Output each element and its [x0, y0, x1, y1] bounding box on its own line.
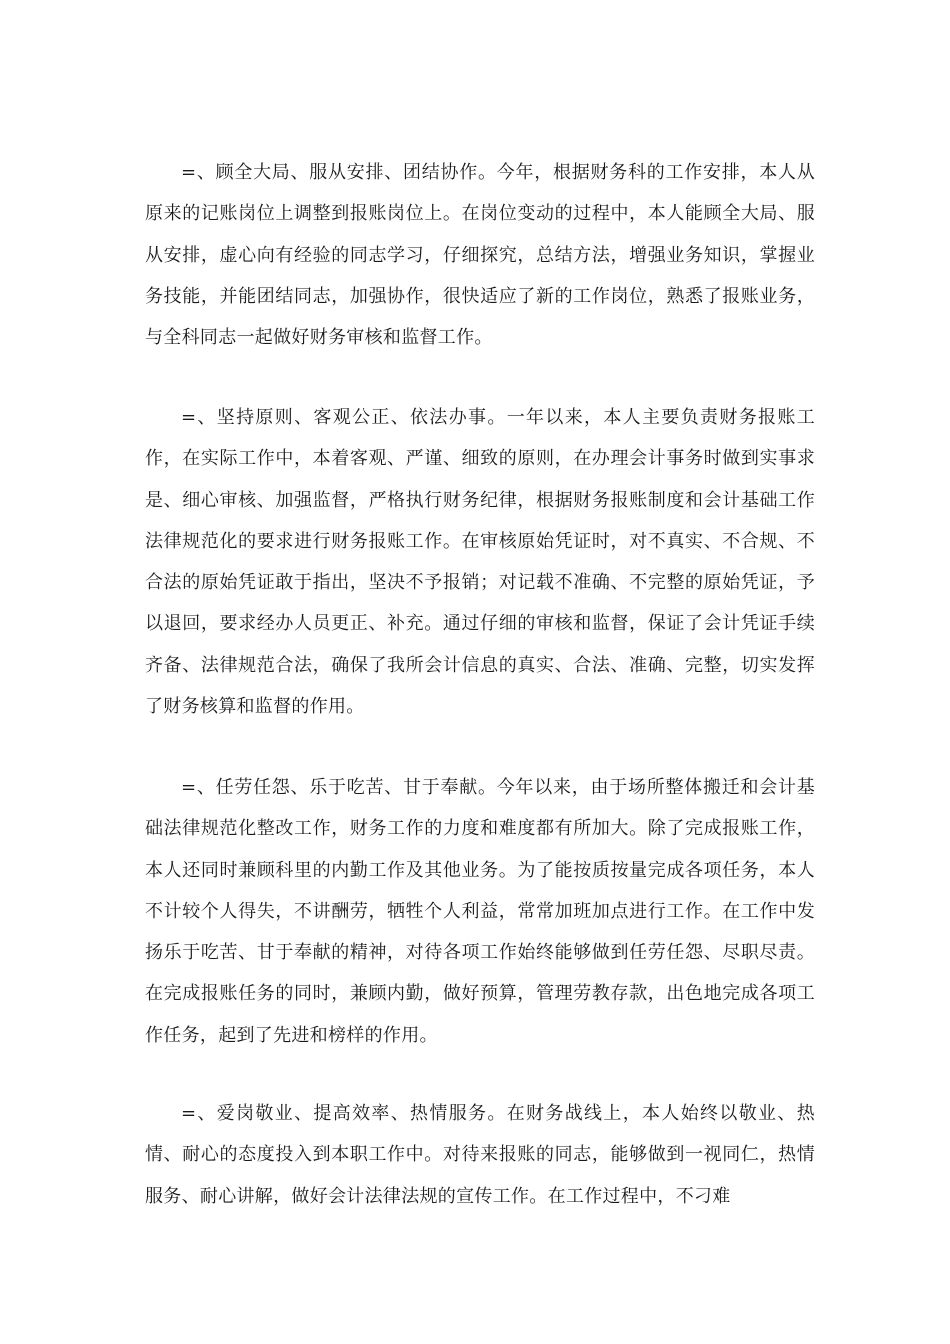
paragraph-3: =、任劳任怨、乐于吃苦、甘于奉献。今年以来，由于场所整体搬迁和会计基础法律规范化整改工作，财务工作的力度和难度都有所加大。除了完成报账工作，本人还同时兼顾科里的内勤工作及其他业务。为了能按质按量完成各项任务，本人不计较个人得失，不讲酬劳，牺牲个人利益，常常加班加点进行工作。在工作中发扬乐于吃苦、甘于奉献的精神，对待各项工作始终能够做到任劳任怨、尽职尽责。在完成报账任务的同时，兼顾内勤，做好预算，管理劳教存款，出色地完成各项工作任务，起到了先进和榜样的作用。	[145, 777, 815, 1046]
paragraph-1: =、顾全大局、服从安排、团结协作。今年，根据财务科的工作安排，本人从原来的记账岗位上调整到报账岗位上。在岗位变动的过程中，本人能顾全大局、服从安排，虚心向有经验的同志学习，仔细探究，总结方法，增强业务知识，掌握业务技能，并能团结同志，加强协作，很快适应了新的工作岗位，熟悉了报账业务，与全科同志一起做好财务审核和监督工作。	[145, 162, 815, 349]
paragraph-4: =、爱岗敬业、提高效率、热情服务。在财务战线上，本人始终以敬业、热情、耐心的态度投入到本职工作中。对待来报账的同志，能够做到一视同仁，热情服务、耐心讲解，做好会计法律法规的宣传工作。在工作过程中，不刁难	[145, 1103, 815, 1207]
paragraph-2: =、坚持原则、客观公正、依法办事。一年以来，本人主要负责财务报账工作，在实际工作中，本着客观、严谨、细致的原则，在办理会计事务时做到实事求是、细心审核、加强监督，严格执行财务纪律，根据财务报账制度和会计基础工作法律规范化的要求进行财务报账工作。在审核原始凭证时，对不真实、不合规、不合法的原始凭证敢于指出，坚决不予报销；对记载不准确、不完整的原始凭证，予以退回，要求经办人员更正、补充。通过仔细的审核和监督，保证了会计凭证手续齐备、法律规范合法，确保了我所会计信息的真实、合法、准确、完整，切实发挥了财务核算和监督的作用。	[145, 407, 815, 718]
